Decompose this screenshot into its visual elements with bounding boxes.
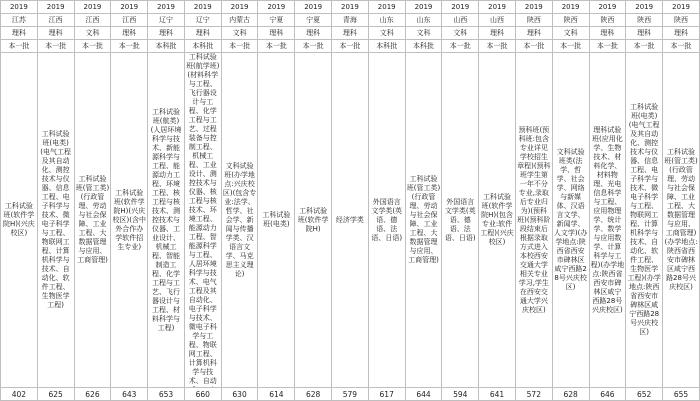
- year-cell: 2019: [74, 1, 111, 14]
- track-cell: 文科: [368, 27, 405, 40]
- score-cell: 617: [368, 388, 405, 401]
- track-cell: 理科: [37, 27, 74, 40]
- score-cell: 644: [405, 388, 442, 401]
- score-cell: 641: [479, 388, 516, 401]
- majors-text: 外国语言文学类(英语、德语、法语、日语): [371, 197, 403, 242]
- batch-cell: 本一批: [552, 40, 589, 53]
- batch-cell: 本一批: [1, 40, 38, 53]
- region-cell: 青海: [332, 14, 369, 27]
- score-cell: 594: [442, 388, 479, 401]
- batch-cell: 本一批: [626, 40, 663, 53]
- year-cell: 2019: [552, 1, 589, 14]
- majors-text: 工科试验班(电类): [262, 211, 291, 228]
- track-cell: 文科: [74, 27, 111, 40]
- region-cell: 辽宁: [184, 14, 221, 27]
- score-cell: 655: [663, 388, 700, 401]
- majors-text: 预科班(预科班:包含专业详见学校招生章程)(预科班学生第一年不分专业,录取后专业归为)(预科班)(预科阶段结束后根据录取方式进入本校西安交通大学相关专业学习,学生在西安交通大学兴庆校区): [517, 125, 551, 314]
- year-cell: 2019: [295, 1, 332, 14]
- region-cell: 江西: [74, 14, 111, 27]
- batch-cell: 本一批: [221, 40, 258, 53]
- majors-cell: [332, 53, 369, 388]
- track-cell: 理科: [626, 27, 663, 40]
- region-cell: 内蒙古: [221, 14, 258, 27]
- majors-text: 工科试验班(航学班)(材料科学与工程、飞行器设计与工程、化学工程与工艺、过程装备与控制工程、机械工程、工业设计、测控技术与仪器、核工程与核技术、环境工程、能源动力工程、智能源科学与工程、人居环境科学与技术、电气工程及其自动化、电子科学与技术、微电子科学与工程、物联网工程、计算机科学与技术、自动: [186, 53, 220, 385]
- year-cell: 2019: [479, 1, 516, 14]
- year-cell: 2019: [111, 1, 148, 14]
- majors-text: 工科试验班(软件学院H)(兴庆校区)(含中外合作办学软件招生专业): [112, 188, 146, 251]
- score-cell: 572: [515, 388, 552, 401]
- majors-row: [1, 53, 700, 388]
- majors-text: 文科试验班类(法学、哲学、社会学、网络与新媒体、汉语言文学、新闻学、人文学)(办学地点:陕西省西安市碑林区咸宁西路28号兴庆校区): [553, 148, 588, 291]
- track-cell: 理科: [111, 27, 148, 40]
- region-cell: 江苏: [1, 14, 38, 27]
- majors-cell: [626, 53, 663, 388]
- region-cell: 陕西: [515, 14, 552, 27]
- majors-text: 工科试验班(航类)(人居环境科学与技术、新能源科学与工程、能源动力工程、环境工程、核工程与核技术、测控技术与仪器、工业设计、机械工程、智能制造工程、化学工程与工艺、飞行器设计与工程、材料科学与工程): [150, 107, 182, 332]
- majors-cell: [37, 53, 74, 388]
- majors-cell: [663, 53, 700, 388]
- majors-cell: [258, 53, 295, 388]
- score-cell: 628: [295, 388, 332, 401]
- track-cell: 理科: [663, 27, 700, 40]
- majors-text: 工科试验班(管工类)(行政管理、劳动与社会保障、工业工程、大数据管理与应用、工商管理): [406, 175, 441, 264]
- region-cell: 陕西: [589, 14, 626, 27]
- score-cell: 643: [111, 388, 148, 401]
- score-cell: 652: [626, 388, 663, 401]
- track-cell: 理科: [515, 27, 552, 40]
- majors-cell: [184, 53, 221, 388]
- score-cell: 579: [332, 388, 369, 401]
- batch-cell: 本一批: [332, 40, 369, 53]
- majors-text: 工科试验班(软件学院H)(兴庆校区): [3, 202, 35, 237]
- majors-text: 工科试验班(管工类)(行政管理、劳动与社会保障、工业工程、大数据管理与应用、工商管理): [75, 175, 110, 264]
- batch-cell: 本一批: [589, 40, 626, 53]
- majors-cell: [295, 53, 332, 388]
- year-cell: 2019: [258, 1, 295, 14]
- score-cell: 402: [1, 388, 38, 401]
- score-cell: 646: [589, 388, 626, 401]
- batch-cell: 本一批: [258, 40, 295, 53]
- year-cell: 2019: [442, 1, 479, 14]
- track-cell: 理科: [479, 27, 516, 40]
- score-cell: 614: [258, 388, 295, 401]
- track-cell: 理科: [258, 27, 295, 40]
- track-cell: 文科: [405, 27, 442, 40]
- score-cell: 660: [184, 388, 221, 401]
- batch-cell: 本一批: [295, 40, 332, 53]
- track-cell: 理科: [148, 27, 185, 40]
- track-row: [1, 27, 700, 40]
- batch-cell: 本一批: [37, 40, 74, 53]
- majors-text: 工科试验班(管工类)(行政管理、劳动与社会保障、工业工程、大数据管理与应用、工商管理)(办学地点:陕西省西安市碑林区咸宁西路28号兴庆校区): [664, 148, 698, 291]
- batch-cell: 本科批: [405, 40, 442, 53]
- track-cell: 理科: [184, 27, 221, 40]
- year-cell: 2019: [589, 1, 626, 14]
- region-cell: 江西: [111, 14, 148, 27]
- majors-cell: [111, 53, 148, 388]
- batch-cell: 本一批: [111, 40, 148, 53]
- track-cell: 理科: [332, 27, 369, 40]
- majors-cell: [221, 53, 258, 388]
- region-cell: 宁夏: [295, 14, 332, 27]
- score-cell: 626: [74, 388, 111, 401]
- majors-text: 理科试验班(应用化学、生物技术、材料化学、材料物理、光电信息科学与工程、应用物理学、统计学、数学与应用数学、计算科学与工程)(办学地点:陕西省西安市碑林区咸宁西路28号兴庆校区): [590, 125, 625, 314]
- majors-text: 外国语言文学类(英语、德语、法语、日语): [444, 197, 476, 242]
- batch-cell: 本一批: [663, 40, 700, 53]
- majors-text: 经济学类: [335, 215, 364, 224]
- region-cell: 山西: [442, 14, 479, 27]
- majors-text: 工科试验班(软件学院H): [297, 206, 329, 233]
- majors-cell: [405, 53, 442, 388]
- track-cell: 文科: [221, 27, 258, 40]
- year-cell: 2019: [405, 1, 442, 14]
- majors-cell: [368, 53, 405, 388]
- majors-cell: [515, 53, 552, 388]
- score-cell: 628: [552, 388, 589, 401]
- region-cell: 陕西: [626, 14, 663, 27]
- majors-cell: [552, 53, 589, 388]
- majors-text: 文科试验班(办学地点:兴庆校区)(包含专业:法学、哲学、社会学、新闻与传播学类、汉语言文学、马克思主义理论): [222, 161, 257, 278]
- batch-cell: 本一批: [74, 40, 111, 53]
- region-cell: 山西: [479, 14, 516, 27]
- score-cell: 625: [37, 388, 74, 401]
- majors-cell: [1, 53, 38, 388]
- region-cell: 山东: [368, 14, 405, 27]
- track-cell: 理科: [589, 27, 626, 40]
- batch-cell: 本一批: [515, 40, 552, 53]
- majors-text: 工科试验班(软件学院H)(包含专业:软件工程)(兴庆校区): [480, 193, 514, 246]
- region-cell: 陕西: [663, 14, 700, 27]
- batch-row: [1, 40, 700, 53]
- year-cell: 2019: [515, 1, 552, 14]
- majors-cell: [74, 53, 111, 388]
- majors-text: 工科试验班(电类)(电气工程及其自动化、测控技术与仪器、信息工程、电子科学与技术、微电子科学与工程、物联网工程、计算机科学与技术、自动化、软件工程、生物医学工程)(办学地点:陕西省西安市碑林区咸宁西路28号兴庆校区): [627, 103, 661, 336]
- majors-cell: [148, 53, 185, 388]
- year-row: [1, 1, 700, 14]
- year-cell: 2019: [221, 1, 258, 14]
- region-row: [1, 14, 700, 27]
- batch-cell: 本一批: [442, 40, 479, 53]
- majors-cell: [589, 53, 626, 388]
- majors-text: 工科试验班(电类)(电气工程及其自动化、测控技术与仪器、信息工程、电子科学与技术、微电子科学与工程、物联网工程、计算机科学与技术、自动化、软件工程、生物医学工程): [40, 130, 72, 309]
- year-cell: 2019: [37, 1, 74, 14]
- score-cell: 630: [221, 388, 258, 401]
- batch-cell: 本一批: [479, 40, 516, 53]
- year-cell: 2019: [332, 1, 369, 14]
- track-cell: 理科: [295, 27, 332, 40]
- batch-cell: 本科批: [368, 40, 405, 53]
- track-cell: 文科: [442, 27, 479, 40]
- majors-cell: [442, 53, 479, 388]
- region-cell: 山东: [405, 14, 442, 27]
- score-row: [1, 388, 700, 401]
- year-cell: 2019: [1, 1, 38, 14]
- batch-cell: 本科批: [184, 40, 221, 53]
- year-cell: 2019: [626, 1, 663, 14]
- region-cell: 陕西: [552, 14, 589, 27]
- track-cell: 理科: [1, 27, 38, 40]
- year-cell: 2019: [663, 1, 700, 14]
- region-cell: 江西: [37, 14, 74, 27]
- year-cell: 2019: [148, 1, 185, 14]
- batch-cell: 本科批: [148, 40, 185, 53]
- majors-cell: [479, 53, 516, 388]
- region-cell: 宁夏: [258, 14, 295, 27]
- year-cell: 2019: [184, 1, 221, 14]
- score-cell: 653: [148, 388, 185, 401]
- track-cell: 文科: [552, 27, 589, 40]
- year-cell: 2019: [368, 1, 405, 14]
- region-cell: 辽宁: [148, 14, 185, 27]
